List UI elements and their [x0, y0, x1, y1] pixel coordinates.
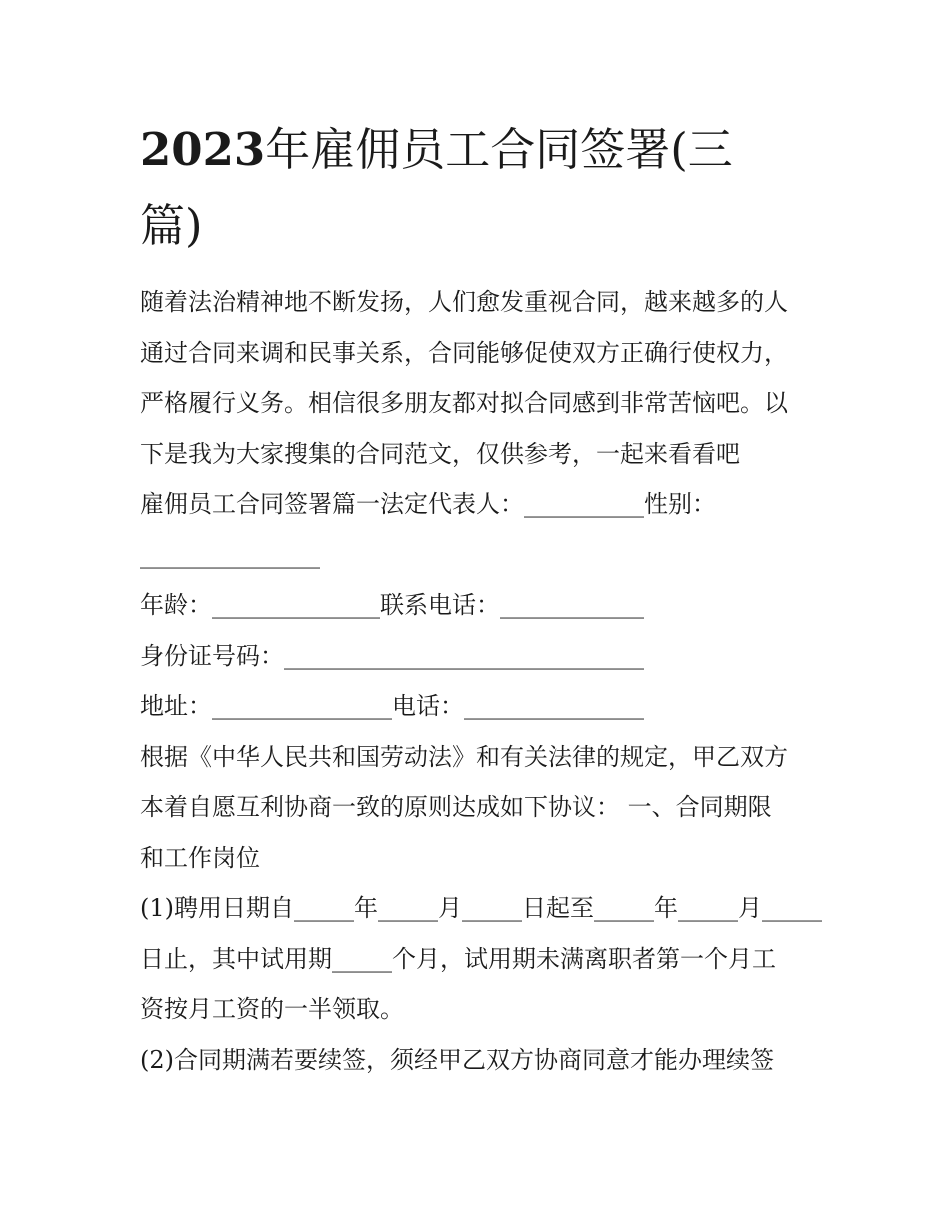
body-line: 地址：_______________电话：_______________	[140, 692, 644, 720]
body-line: (2)合同期满若要续签，须经甲乙双方协商同意才能办理续签	[140, 1045, 774, 1074]
body-line: (1)聘用日期自_____年_____月_____日起至_____年_____月_____	[140, 894, 822, 922]
body-line: 通过合同来调和民事关系，合同能够促使双方正确行使权力，	[140, 338, 788, 367]
body-line: 严格履行义务。相信很多朋友都对拟合同感到非常苦恼吧。以	[140, 389, 788, 417]
body-line: 日止，其中试用期_____个月，试用期未满离职者第一个月工	[140, 944, 776, 973]
body-line: 下是我为大家搜集的合同范文，仅供参考，一起来看看吧	[140, 439, 740, 468]
title-text-line2: 篇)	[140, 199, 203, 252]
document-body	[140, 277, 820, 1085]
body-line: 资按月工资的一半领取。	[140, 995, 404, 1023]
title-text-line1: 年雇佣员工合同签署(三	[265, 123, 733, 176]
body-line: 随着法治精神地不断发扬，人们愈发重视合同，越来越多的人	[140, 288, 788, 316]
body-line: 和工作岗位	[140, 843, 260, 872]
body-line: 根据《中华人民共和国劳动法》和有关法律的规定，甲乙双方	[140, 742, 788, 771]
body-line: 身份证号码：______________________________	[140, 641, 644, 670]
body-line: 年龄：______________联系电话：____________	[140, 591, 644, 619]
body-line: 雇佣员工合同签署篇一法定代表人：__________性别：	[140, 490, 716, 518]
document-title	[140, 112, 820, 264]
body-line: 本着自愿互利协商一致的原则达成如下协议： 一、合同期限	[140, 793, 772, 821]
body-line: _______________	[140, 540, 320, 569]
title-year: 2023	[140, 123, 266, 176]
